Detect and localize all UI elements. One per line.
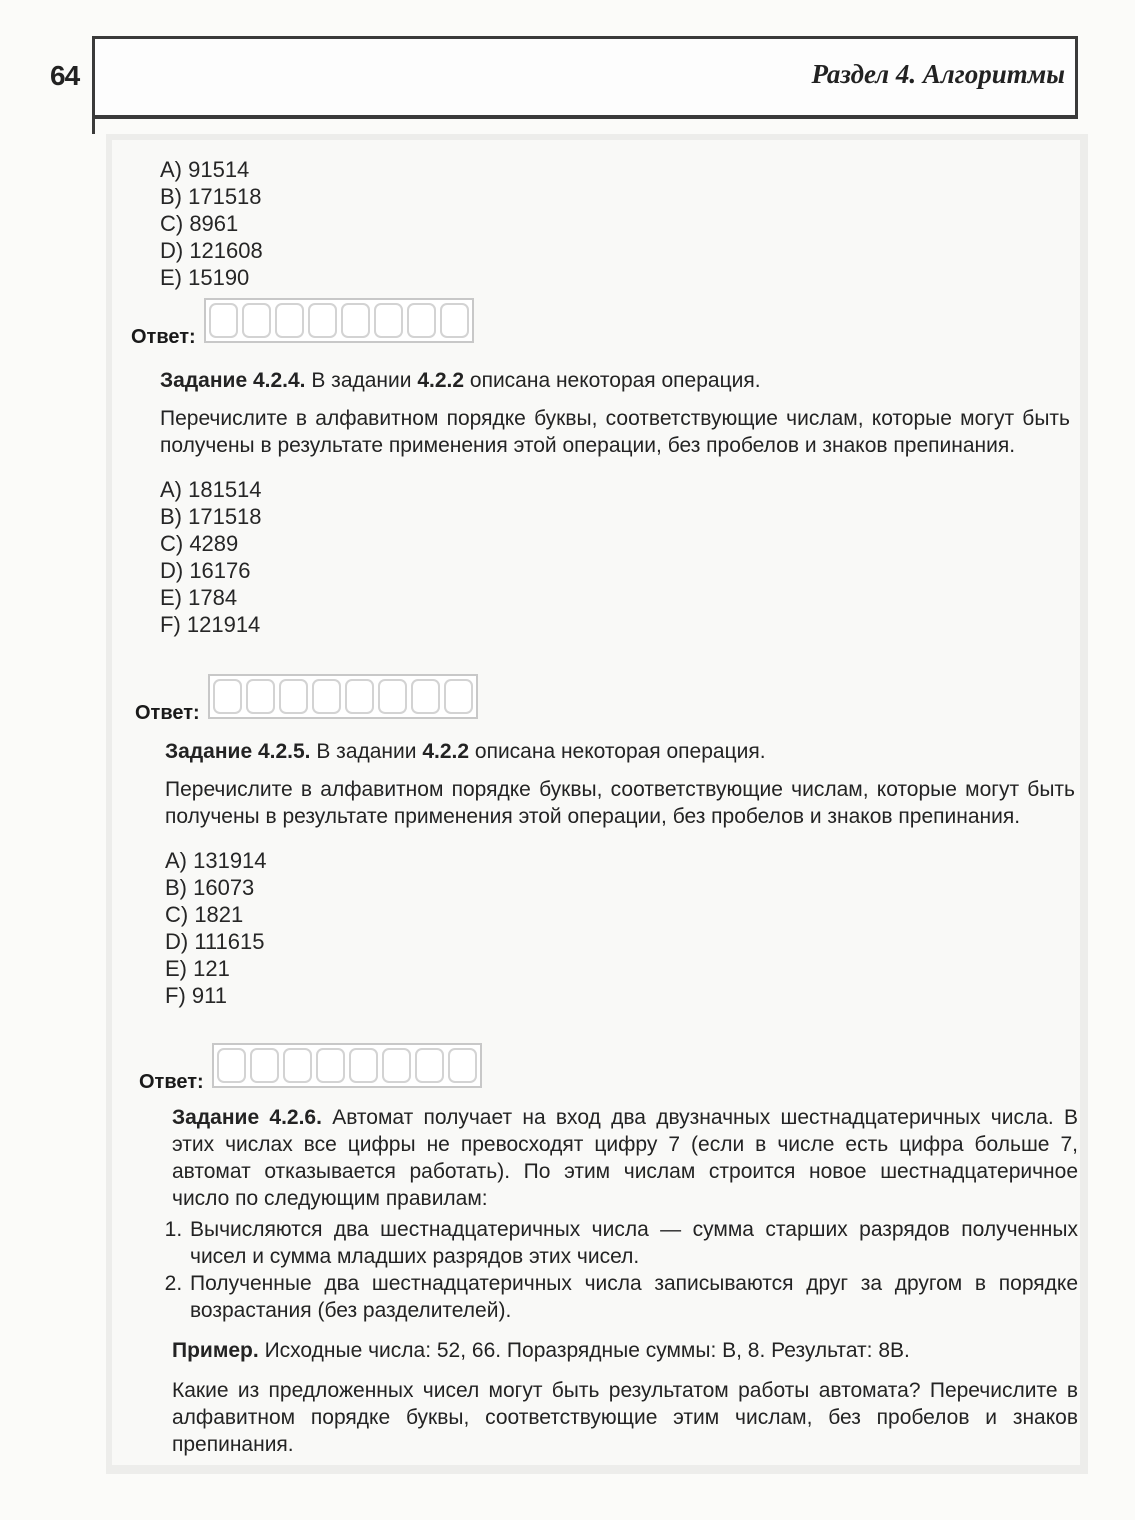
task-reference: 4.2.2 [422,740,470,763]
options-list-prev [160,156,263,291]
task-heading [160,367,1070,394]
answer-cell[interactable] [312,679,341,714]
option-f: F) 911 [165,983,227,1008]
option-a: A) 181514 [160,477,262,502]
answer-cell[interactable] [308,303,337,338]
options-list [160,476,1070,638]
option-a: A) 91514 [160,157,250,182]
task-intro-pre: В задании [311,369,412,392]
options-list [165,847,1075,1009]
answer-row-1 [131,298,474,347]
answer-cells-3[interactable] [212,1043,482,1088]
task-4-2-4 [160,367,1070,638]
answer-cell[interactable] [316,1048,345,1083]
task-heading [165,738,1075,765]
example-text: Исходные числа: 52, 66. Поразрядные суммы: B, 8. Результат: 8B. [264,1339,910,1362]
answer-label: Ответ: [139,1071,204,1093]
answer-cell[interactable] [250,1048,279,1083]
page-number: 64 [50,60,80,91]
task-number: Задание 4.2.6. [172,1106,322,1129]
task-4-2-5 [165,738,1075,1009]
option-e: E) 121 [165,956,230,981]
answer-cell[interactable] [378,679,407,714]
rule-item: 1. Вычисляются два шестнадцатеричных числа — сумма старших разрядов полученных чисел и сумма младших разрядов этих чисел. [188,1216,1078,1270]
task-description: Автомат получает на вход два двузначных шестнадцатеричных числа. В этих числах все цифры не превосходят цифру 7 (если в числе есть цифра больше 7, автомат отказывается работать). По этим числам строится новое шестнадцатеричное число по следующим правилам: [172,1106,1078,1210]
answer-label: Ответ: [135,702,200,724]
answer-cell[interactable] [283,1048,312,1083]
answer-cell[interactable] [213,679,242,714]
answer-cell[interactable] [217,1048,246,1083]
rule-item: 2. Полученные два шестнадцатеричных числа записываются друг за другом в порядке возрастания (без разделителей). [188,1270,1078,1324]
answer-cell[interactable] [407,303,436,338]
option-d: D) 121608 [160,238,263,263]
task-question: Какие из предложенных чисел могут быть результатом работы автомата? Перечислите в алфавитном порядке буквы, соответствующие этим числам, без пробелов и знаков препинания. [172,1379,1078,1456]
answer-row-3 [139,1043,482,1092]
answer-cell[interactable] [411,679,440,714]
answer-cell[interactable] [246,679,275,714]
answer-cell[interactable] [374,303,403,338]
answer-cell[interactable] [349,1048,378,1083]
section-title: Раздел 4. Алгоритмы [811,59,1065,89]
option-f: F) 121914 [160,612,261,637]
option-b: B) 16073 [165,875,255,900]
option-c: C) 1821 [165,902,244,927]
task-intro-pre: В задании [316,740,417,763]
task-number: Задание 4.2.4. [160,369,306,392]
task-text [172,1104,1078,1212]
option-d: D) 16176 [160,558,251,583]
task-4-2-6 [172,1104,1078,1458]
task-number: Задание 4.2.5. [165,740,311,763]
rules-list [158,1216,1078,1324]
example-label: Пример. [172,1339,259,1362]
task-intro-post: описана некоторая операция. [469,369,761,392]
option-a: A) 131914 [165,848,267,873]
task-text: Перечислите в алфавитном порядке буквы, соответствующие числам, которые могут быть получены в результате применения этой операции, без пробелов и знаков препинания. [165,778,1075,828]
answer-label: Ответ: [131,326,196,348]
option-c: C) 8961 [160,211,239,236]
answer-cells-1[interactable] [204,298,474,343]
header-rule [92,112,95,134]
answer-cell[interactable] [440,303,469,338]
task-intro-post: описана некоторая операция. [474,740,766,763]
answer-cell[interactable] [275,303,304,338]
answer-cell[interactable] [382,1048,411,1083]
answer-cell[interactable] [345,679,374,714]
option-d: D) 111615 [165,929,265,954]
example [172,1337,1078,1364]
answer-cell[interactable] [341,303,370,338]
task-reference: 4.2.2 [417,369,465,392]
option-b: B) 171518 [160,184,262,209]
answer-cells-2[interactable] [208,674,478,719]
option-e: E) 15190 [160,265,250,290]
option-b: B) 171518 [160,504,262,529]
option-c: C) 4289 [160,531,239,556]
answer-cell[interactable] [209,303,238,338]
answer-cell[interactable] [279,679,308,714]
section-header [92,36,1078,119]
answer-cell[interactable] [448,1048,477,1083]
option-e: E) 1784 [160,585,238,610]
answer-cell[interactable] [415,1048,444,1083]
answer-cell[interactable] [444,679,473,714]
answer-cell[interactable] [242,303,271,338]
task-text: Перечислите в алфавитном порядке буквы, соответствующие числам, которые могут быть получены в результате применения этой операции, без пробелов и знаков препинания. [160,407,1070,457]
answer-row-2 [135,674,478,723]
